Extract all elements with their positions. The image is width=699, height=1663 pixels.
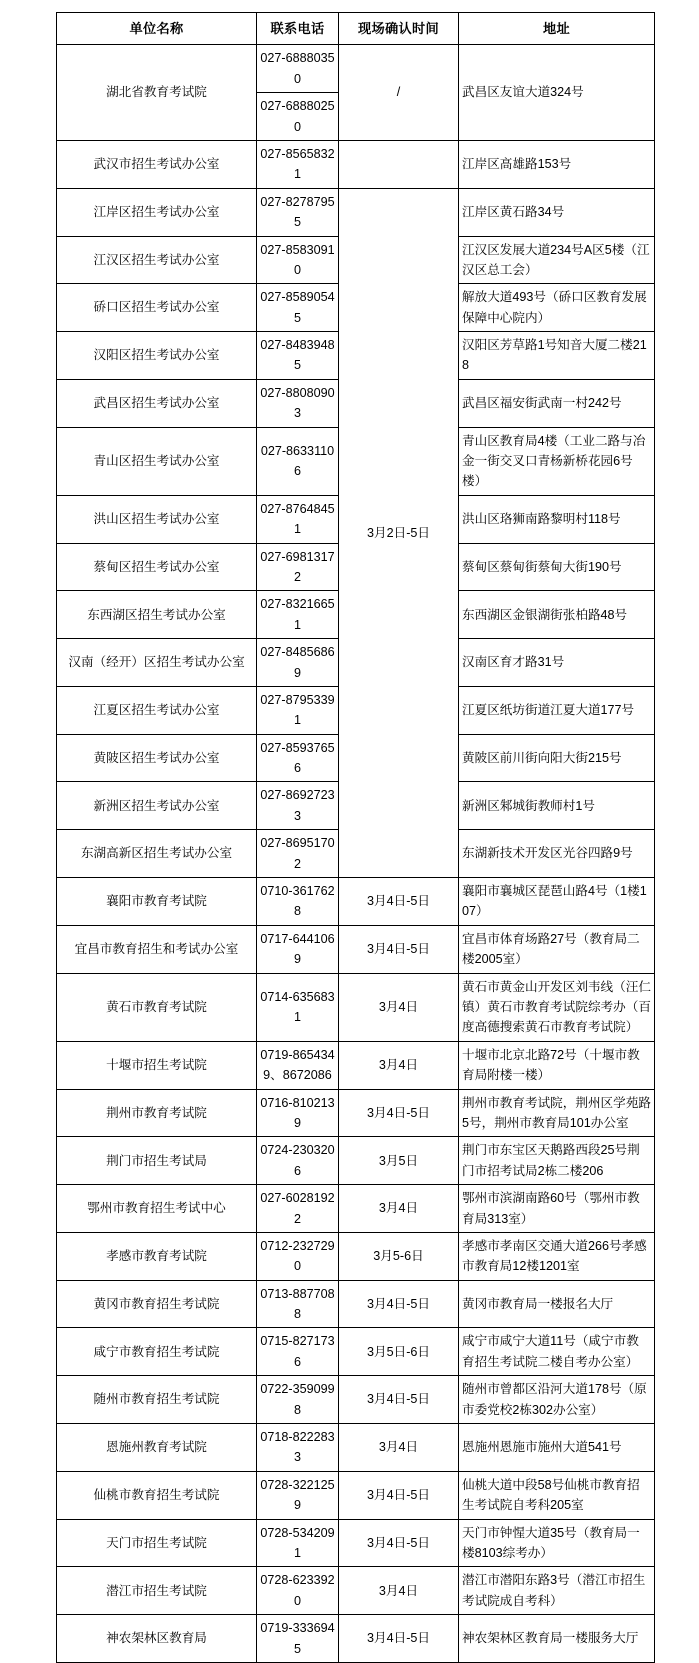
cell-unit-name: 江岸区招生考试办公室 [57,188,257,236]
cell-address: 孝感市孝南区交通大道266号孝感市教育局12楼1201室 [459,1232,655,1280]
cell-phone: 027-86927233 [257,782,339,830]
cell-unit-name: 襄阳市教育考试院 [57,878,257,926]
cell-phone: 027-85830910 [257,236,339,284]
cell-address: 荆门市东宝区天鹅路西段25号荆门市招考试局2栋二楼206 [459,1137,655,1185]
cell-address: 江岸区黄石路34号 [459,188,655,236]
confirmation-sites-table-wrapper [56,12,654,1663]
cell-confirm-time [339,140,459,188]
cell-confirm-time: 3月4日-5日 [339,878,459,926]
cell-phone: 027-69813172 [257,543,339,591]
cell-phone: 0717-6441069 [257,925,339,973]
cell-address: 汉南区育才路31号 [459,639,655,687]
cell-confirm-time: 3月4日 [339,1424,459,1472]
cell-phone: 027-84856869 [257,639,339,687]
cell-unit-name: 黄陂区招生考试办公室 [57,734,257,782]
cell-phone: 0724-2303206 [257,1137,339,1185]
header-row [57,13,655,45]
cell-phone: 027-68880350 [257,45,339,93]
cell-address: 黄冈市教育局一楼报名大厅 [459,1280,655,1328]
column-header-confirm-time: 现场确认时间 [339,13,459,45]
cell-unit-name: 十堰市招生考试院 [57,1041,257,1089]
cell-address: 黄石市黄金山开发区刘韦线（汪仁镇）黄石市教育考试院综考办（百度高德搜索黄石市教育考试院） [459,973,655,1041]
table-row [57,1424,655,1472]
table-row [57,1280,655,1328]
cell-unit-name: 黄冈市教育招生考试院 [57,1280,257,1328]
cell-phone: 027-85937656 [257,734,339,782]
confirmation-sites-table [56,12,655,1663]
cell-address: 鄂州市滨湖南路60号（鄂州市教育局313室） [459,1185,655,1233]
table-row [57,1567,655,1615]
table-row [57,1471,655,1519]
cell-unit-name: 黄石市教育考试院 [57,973,257,1041]
cell-address: 东湖新技术开发区光谷四路9号 [459,830,655,878]
cell-phone: 027-88080903 [257,379,339,427]
cell-phone: 0714-6356831 [257,973,339,1041]
cell-unit-name: 江夏区招生考试办公室 [57,686,257,734]
table-row [57,925,655,973]
cell-address: 十堰市北京北路72号（十堰市教育局附楼一楼） [459,1041,655,1089]
table-row [57,1089,655,1137]
cell-unit-name: 汉阳区招生考试办公室 [57,332,257,380]
cell-address: 新洲区邾城街教师村1号 [459,782,655,830]
cell-confirm-time: 3月4日-5日 [339,1376,459,1424]
cell-phone: 027-83216651 [257,591,339,639]
cell-phone: 0728-6233920 [257,1567,339,1615]
cell-unit-name: 鄂州市教育招生考试中心 [57,1185,257,1233]
cell-unit-name: 青山区招生考试办公室 [57,427,257,495]
table-row [57,1232,655,1280]
cell-confirm-time: 3月4日 [339,1185,459,1233]
cell-address: 仙桃大道中段58号仙桃市教育招生考试院自考科205室 [459,1471,655,1519]
cell-confirm-time: / [339,45,459,141]
cell-unit-name: 孝感市教育考试院 [57,1232,257,1280]
cell-unit-name: 恩施州教育考试院 [57,1424,257,1472]
table-row [57,45,655,93]
cell-address: 潜江市潜阳东路3号（潜江市招生考试院成自考科） [459,1567,655,1615]
cell-phone: 027-87648451 [257,495,339,543]
cell-phone: 027-85890545 [257,284,339,332]
cell-confirm-time: 3月4日-5日 [339,1615,459,1663]
cell-unit-name: 随州市教育招生考试院 [57,1376,257,1424]
cell-unit-name: 东西湖区招生考试办公室 [57,591,257,639]
cell-phone: 027-85658321 [257,140,339,188]
cell-unit-name: 湖北省教育考试院 [57,45,257,141]
cell-unit-name: 荆州市教育考试院 [57,1089,257,1137]
cell-address: 恩施州恩施市施州大道541号 [459,1424,655,1472]
cell-address: 武昌区福安街武南一村242号 [459,379,655,427]
cell-address: 天门市钟惺大道35号（教育局一楼8103综考办） [459,1519,655,1567]
cell-address: 汉阳区芳草路1号知音大厦二楼218 [459,332,655,380]
cell-address: 洪山区珞狮南路黎明村118号 [459,495,655,543]
cell-unit-name: 宜昌市教育招生和考试办公室 [57,925,257,973]
cell-unit-name: 新洲区招生考试办公室 [57,782,257,830]
cell-address: 江岸区高雄路153号 [459,140,655,188]
cell-phone: 0712-2327290 [257,1232,339,1280]
cell-unit-name: 武昌区招生考试办公室 [57,379,257,427]
cell-phone: 0719-8654349、8672086 [257,1041,339,1089]
cell-confirm-time: 3月4日 [339,973,459,1041]
cell-address: 武昌区友谊大道324号 [459,45,655,141]
cell-unit-name: 荆门市招生考试局 [57,1137,257,1185]
cell-confirm-time: 3月4日 [339,1041,459,1089]
table-row [57,1041,655,1089]
table-row [57,973,655,1041]
cell-phone: 0728-5342091 [257,1519,339,1567]
cell-unit-name: 神农架林区教育局 [57,1615,257,1663]
table-row [57,1519,655,1567]
cell-unit-name: 天门市招生考试院 [57,1519,257,1567]
cell-phone: 0716-8102139 [257,1089,339,1137]
cell-address: 解放大道493号（硚口区教育发展保障中心院内） [459,284,655,332]
cell-address: 咸宁市咸宁大道11号（咸宁市教育招生考试院二楼自考办公室） [459,1328,655,1376]
cell-unit-name: 东湖高新区招生考试办公室 [57,830,257,878]
cell-address: 蔡甸区蔡甸街蔡甸大街190号 [459,543,655,591]
cell-unit-name: 洪山区招生考试办公室 [57,495,257,543]
table-row [57,188,655,236]
table-row [57,140,655,188]
cell-phone: 0718-8222833 [257,1424,339,1472]
cell-confirm-time: 3月4日-5日 [339,1089,459,1137]
cell-phone: 0715-8271736 [257,1328,339,1376]
cell-address: 荆州市教育考试院，荆州区学苑路5号，荆州市教育局101办公室 [459,1089,655,1137]
cell-phone: 027-82787955 [257,188,339,236]
cell-unit-name: 仙桃市教育招生考试院 [57,1471,257,1519]
cell-address: 青山区教育局4楼（工业二路与冶金一街交叉口青杨新桥花园6号楼） [459,427,655,495]
table-row [57,1185,655,1233]
column-header-unit-name: 单位名称 [57,13,257,45]
cell-phone: 0710-3617628 [257,878,339,926]
cell-unit-name: 潜江市招生考试院 [57,1567,257,1615]
table-body [57,45,655,1663]
cell-phone: 027-60281922 [257,1185,339,1233]
cell-phone: 027-86331106 [257,427,339,495]
cell-address: 神农架林区教育局一楼服务大厅 [459,1615,655,1663]
table-row [57,878,655,926]
table-header [57,13,655,45]
cell-address: 江汉区发展大道234号A区5楼（江汉区总工会） [459,236,655,284]
column-header-phone: 联系电话 [257,13,339,45]
cell-unit-name: 硚口区招生考试办公室 [57,284,257,332]
cell-address: 黄陂区前川街向阳大街215号 [459,734,655,782]
cell-confirm-time: 3月4日-5日 [339,1519,459,1567]
cell-unit-name: 汉南（经开）区招生考试办公室 [57,639,257,687]
column-header-address: 地址 [459,13,655,45]
cell-phone: 027-86951702 [257,830,339,878]
cell-unit-name: 江汉区招生考试办公室 [57,236,257,284]
cell-unit-name: 咸宁市教育招生考试院 [57,1328,257,1376]
table-row [57,1615,655,1663]
cell-confirm-time: 3月4日-5日 [339,925,459,973]
table-row [57,1376,655,1424]
cell-confirm-time-merged: 3月2日-5日 [339,188,459,877]
cell-confirm-time: 3月4日-5日 [339,1471,459,1519]
cell-address: 随州市曾都区沿河大道178号（原市委党校2栋302办公室） [459,1376,655,1424]
cell-phone: 027-68880250 [257,93,339,141]
cell-phone: 0728-3221259 [257,1471,339,1519]
table-row [57,1328,655,1376]
cell-confirm-time: 3月5日-6日 [339,1328,459,1376]
cell-address: 江夏区纸坊街道江夏大道177号 [459,686,655,734]
cell-confirm-time: 3月4日 [339,1567,459,1615]
cell-phone: 027-84839485 [257,332,339,380]
cell-confirm-time: 3月4日-5日 [339,1280,459,1328]
cell-phone: 027-87953391 [257,686,339,734]
cell-unit-name: 蔡甸区招生考试办公室 [57,543,257,591]
cell-unit-name: 武汉市招生考试办公室 [57,140,257,188]
cell-confirm-time: 3月5-6日 [339,1232,459,1280]
cell-phone: 0713-8877088 [257,1280,339,1328]
cell-address: 东西湖区金银湖街张柏路48号 [459,591,655,639]
cell-confirm-time: 3月5日 [339,1137,459,1185]
cell-address: 宜昌市体育场路27号（教育局二楼2005室） [459,925,655,973]
cell-address: 襄阳市襄城区琵琶山路4号（1楼107） [459,878,655,926]
cell-phone: 0722-3590998 [257,1376,339,1424]
table-row [57,1137,655,1185]
cell-phone: 0719-3336945 [257,1615,339,1663]
